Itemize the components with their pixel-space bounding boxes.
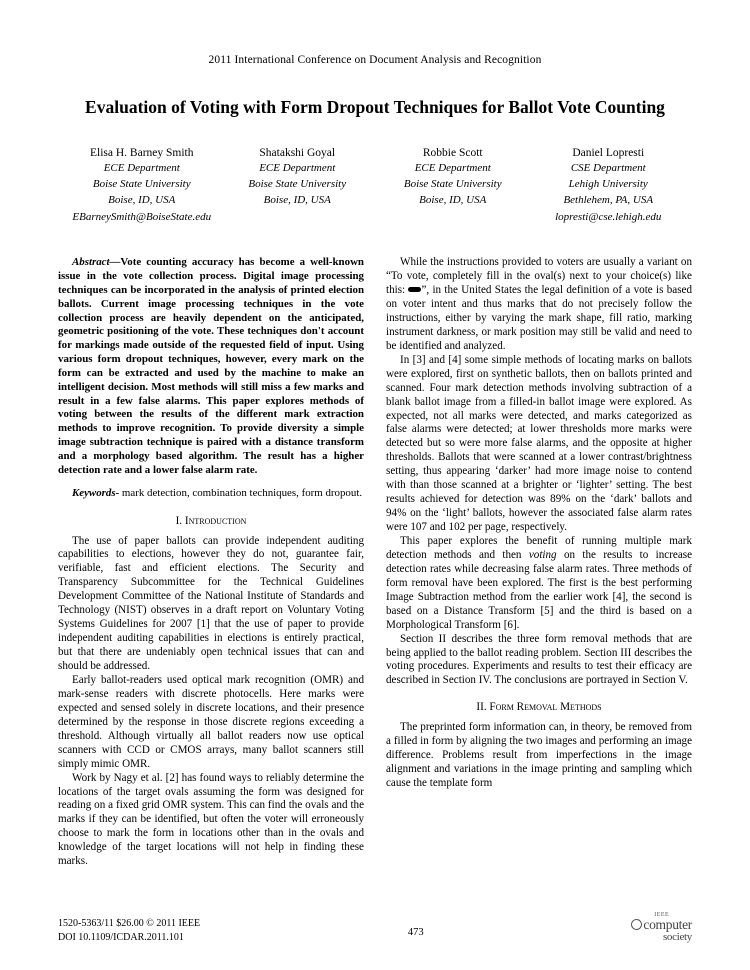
author-name: Robbie Scott	[422, 146, 483, 159]
paragraph: Early ballot-readers used optical mark recognition (OMR) and mark-sense readers with discrete photocells. Here marks were expected and sensed solely in discrete locations, and their presence determined by the response in those discrete regions exceeding a threshold. Although virtually all ballot readers now use optical scanners with CCD or CMOS arrays, many ballot scanners still simply mimic OMR.	[58, 673, 364, 770]
section-number: II.	[476, 701, 487, 714]
author-location: Boise, ID, USA	[419, 194, 487, 207]
author-email[interactable]: lopresti@cse.lehigh.edu	[555, 211, 662, 224]
publisher-logo	[631, 912, 692, 944]
right-column	[386, 256, 692, 869]
section-title: Form Removal Methods	[489, 701, 602, 714]
author-block	[531, 145, 687, 226]
author-location: Boise, ID, USA	[263, 194, 331, 207]
abstract	[58, 256, 364, 478]
keywords-lead: Keywords-	[72, 486, 120, 499]
paragraph: The preprinted form information can, in theory, be removed from a filled in form by aligning the two images and performing an image difference. Problems result from imperfections in the image alignment and variations in the image printing and sampling which cause the template form	[386, 721, 692, 790]
author-institution: Boise State University	[248, 178, 347, 191]
footer-isbn: 1520-5363/11 $26.00 © 2011 IEEE	[58, 918, 201, 929]
author-block	[375, 145, 531, 226]
paragraph-text-pre: While the instructions provided to voters are usually a variant on “To vote, completely fill in the oval(s) next to your choice(s) like this:	[386, 256, 692, 297]
paragraph: Work by Nagy et al. [2] has found ways to reliably determine the locations of the target ovals assuming the form was designed for reading on a fixed grid OMR system. This can find the ovals and the marks if they can be identified, but often the voter will erroneously choose to mark the form in locations other than in the ovals and knowledge of the target locations will not help in finding these marks.	[58, 771, 364, 868]
author-name: Daniel Lopresti	[572, 146, 645, 159]
abstract-lead: Abstract—	[72, 256, 121, 269]
footer-doi: DOI 10.1109/ICDAR.2011.101	[58, 931, 184, 943]
author-block	[64, 145, 220, 226]
computer-society-logo-main	[631, 918, 692, 932]
author-department: ECE Department	[103, 162, 180, 175]
filled-oval-mark-icon	[408, 287, 421, 292]
page-footer	[58, 912, 692, 944]
author-location: Boise, ID, USA	[108, 194, 176, 207]
paragraph: Section II describes the three form removal methods that are being applied to the ballot reading problem. Section III describes the voting procedures. Experiments and results to test their efficacy are described in Section IV. The conclusions are portrayed in Section V.	[386, 632, 692, 687]
author-location: Bethlehem, PA, USA	[563, 194, 654, 207]
section-title: Introduction	[184, 514, 247, 527]
author-institution: Boise State University	[92, 178, 191, 191]
author-name: Shatakshi Goyal	[259, 146, 336, 159]
author-department: ECE Department	[259, 162, 336, 175]
author-list	[64, 145, 686, 226]
paragraph: In [3] and [4] some simple methods of locating marks on ballots were explored, first on synthetic ballots, then on ballots printed and scanned. Four mark detection methods involving subtraction of a blank ballot image from a filled-in ballot image were explored. As expected, not all marks were detected, and marks categorized as false alarms were detected; at lower thresholds more marks were detected but so were more false alarms, and the opposite at higher thresholds. Ballots that were scanned at a lower contrast/brightness setting, thus appearing ‘darker’ had more image noise to contend with than those scanned at a brighter or ‘lighter’ setting. The best results achieved for detection was 89% on the ‘dark’ ballots and 94% on the ‘light’ ballots, however the associated false alarm rates were 107 and 102 per page, respectively.	[386, 353, 692, 533]
section-heading-introduction	[58, 514, 364, 528]
author-block	[220, 145, 376, 226]
body-columns	[58, 256, 692, 869]
keywords-body: mark detection, combination techniques, form dropout.	[119, 486, 363, 499]
author-institution: Boise State University	[403, 178, 502, 191]
left-column	[58, 256, 364, 869]
page-title: Evaluation of Voting with Form Dropout Techniques for Ballot Vote Counting	[85, 97, 665, 117]
author-department: CSE Department	[570, 162, 646, 175]
author-institution: Lehigh University	[568, 178, 648, 191]
logo-dot-icon	[631, 919, 642, 930]
section-number: I.	[175, 514, 183, 527]
paragraph-text-post: on the results to increase detection rates while decreasing false alarm rates. Three methods of form removal have been explored. The first is the best performing Image Subtraction method from the earlier work [4], the second is based on a Distance Transform [5] and the third is based on a Morphological Transform [6].	[386, 548, 692, 631]
paragraph-text-post: ”, in the United States the legal definition of a vote is based on voter intent and thus marks that do not precisely follow the instructions, either by varying the mark shape, fill ratio, marking instrument darkness, or mark position may still be valid and need to be identified and analyzed.	[386, 284, 692, 352]
footer-copyright	[58, 917, 200, 944]
keywords	[58, 487, 364, 501]
author-department: ECE Department	[414, 162, 491, 175]
ieee-logo-text: IEEE	[654, 911, 670, 918]
logo-main-text: computer	[643, 917, 692, 933]
computer-society-logo-sub: society	[662, 931, 692, 944]
emphasis-voting: voting	[528, 548, 557, 561]
conference-header: 2011 International Conference on Document Analysis and Recognition	[208, 54, 542, 66]
abstract-body: Vote counting accuracy has become a well-known issue in the vote collection process. Digital image processing techniques can be incorporated in the analysis of printed election ballots. Current image processing techniques in the vote collection process are heavily dependent on the anticipated, geometric positioning of the vote. These techniques don't account for markings made outside of the requested field of input. Using various form dropout techniques, however, every mark on the form can be extracted and used by the machine to make an intelligent decision. Most methods will still miss a few marks and result in a few false alarms. This paper explores methods of voting between the results of the different mark extraction methods to improve recognition. To provide diversity a simple image subtraction technique is paired with a distance transform and a morphology based algorithm. The result has a higher detection rate and a lower false alarm rate.	[58, 256, 364, 476]
paragraph	[386, 535, 692, 632]
author-email[interactable]: EBarneySmith@BoiseState.edu	[72, 211, 212, 224]
paragraph	[386, 256, 692, 353]
paragraph-text-pre: This paper explores the benefit of running multiple mark detection methods and then	[386, 534, 692, 561]
section-heading-form-removal	[386, 700, 692, 714]
paragraph: The use of paper ballots can provide independent auditing capabilities to elections, however they do not, guarantee fair, verifiable, fast and efficient elections. The Security and Transparency Subcommittee for the Technical Guidelines Development Committee of the National Institute of Standards and Technology (NIST) observes in a draft report on Voluntary Voting Systems Guidelines for 2007 [1] that the use of paper to provide independent auditing capabilities in elections is entirely practical, but that there are undeniably open technical issues that can and should be addressed.	[58, 534, 364, 672]
page-number: 473	[407, 927, 424, 938]
author-name: Elisa H. Barney Smith	[90, 146, 194, 159]
